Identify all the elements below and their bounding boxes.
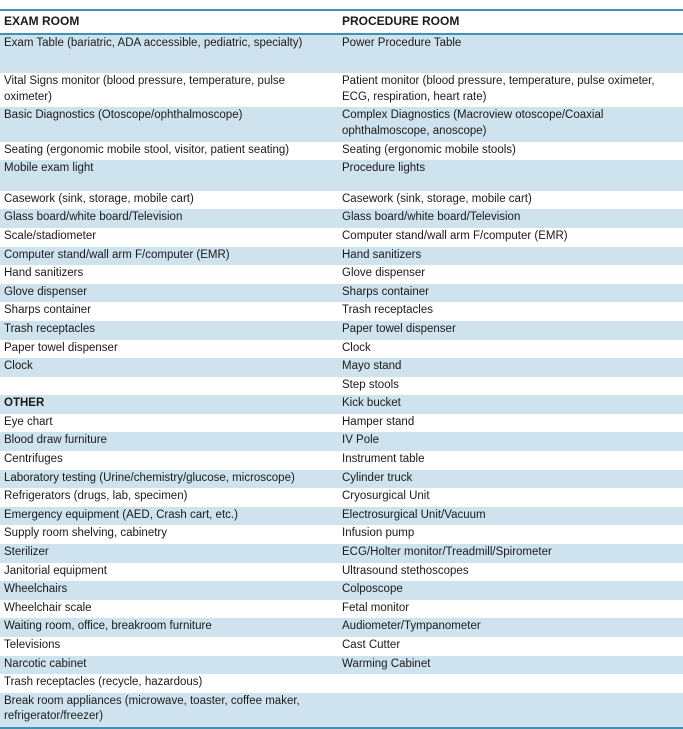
cell-procedure-room: Sharps container <box>338 284 683 303</box>
table-row <box>0 107 683 141</box>
cell-procedure-room: Ultrasound stethoscopes <box>338 563 683 582</box>
cell-exam-room: Eye chart <box>0 414 338 433</box>
cell-procedure-room: Kick bucket <box>338 395 683 414</box>
table-row <box>0 73 683 107</box>
cell-exam-room: Janitorial equipment <box>0 563 338 582</box>
table-row <box>0 35 683 74</box>
cell-procedure-room: Glove dispenser <box>338 265 683 284</box>
cell-exam-room: Glass board/white board/Television <box>0 209 338 228</box>
table-row <box>0 302 683 321</box>
column-header-procedure-room: PROCEDURE ROOM <box>338 11 683 33</box>
cell-procedure-room: Procedure lights <box>338 160 683 191</box>
cell-exam-room: Emergency equipment (AED, Crash cart, etc.) <box>0 507 338 526</box>
cell-procedure-room: Audiometer/Tympanometer <box>338 618 683 637</box>
cell-procedure-room: Mayo stand <box>338 358 683 377</box>
cell-procedure-room: Clock <box>338 340 683 359</box>
cell-exam-room: Seating (ergonomic mobile stool, visitor, patient seating) <box>0 142 338 161</box>
cell-procedure-room: ECG/Holter monitor/Treadmill/Spirometer <box>338 544 683 563</box>
cell-exam-room: Supply room shelving, cabinetry <box>0 525 338 544</box>
cell-procedure-room: Glass board/white board/Television <box>338 209 683 228</box>
cell-exam-room: Wheelchairs <box>0 581 338 600</box>
table-row <box>0 656 683 675</box>
table-row <box>0 525 683 544</box>
table-row <box>0 321 683 340</box>
cell-procedure-room: Complex Diagnostics (Macroview otoscope/Coaxial ophthalmoscope, anoscope) <box>338 107 683 141</box>
cell-procedure-room: Patient monitor (blood pressure, temperature, pulse oximeter, ECG, respiration, heart rate) <box>338 73 683 107</box>
cell-exam-room: Casework (sink, storage, mobile cart) <box>0 191 338 210</box>
cell-procedure-room: Infusion pump <box>338 525 683 544</box>
cell-exam-room: Blood draw furniture <box>0 432 338 451</box>
table-row <box>0 618 683 637</box>
cell-exam-room: Televisions <box>0 637 338 656</box>
table-row <box>0 693 683 727</box>
section-label-other: OTHER <box>0 395 338 414</box>
cell-exam-room: Sharps container <box>0 302 338 321</box>
table-row <box>0 142 683 161</box>
cell-procedure-room: Power Procedure Table <box>338 35 683 74</box>
cell-procedure-room: Computer stand/wall arm F/computer (EMR) <box>338 228 683 247</box>
table-row <box>0 377 683 396</box>
table-row <box>0 563 683 582</box>
cell-procedure-room: Casework (sink, storage, mobile cart) <box>338 191 683 210</box>
table-row <box>0 581 683 600</box>
cell-exam-room: Laboratory testing (Urine/chemistry/glucose, microscope) <box>0 470 338 489</box>
cell-exam-room: Glove dispenser <box>0 284 338 303</box>
equipment-grid-rows <box>0 35 683 727</box>
table-row <box>0 265 683 284</box>
cell-exam-room: Scale/stadiometer <box>0 228 338 247</box>
cell-procedure-room: Fetal monitor <box>338 600 683 619</box>
table-row <box>0 451 683 470</box>
table-row <box>0 209 683 228</box>
table-row <box>0 228 683 247</box>
table-row <box>0 284 683 303</box>
cell-exam-room: Refrigerators (drugs, lab, specimen) <box>0 488 338 507</box>
cell-procedure-room: Cryosurgical Unit <box>338 488 683 507</box>
cell-exam-room: Computer stand/wall arm F/computer (EMR) <box>0 247 338 266</box>
table-row <box>0 507 683 526</box>
equipment-rows-body <box>0 35 683 727</box>
cell-exam-room: Centrifuges <box>0 451 338 470</box>
cell-procedure-room: Hamper stand <box>338 414 683 433</box>
cell-procedure-room: IV Pole <box>338 432 683 451</box>
cell-exam-room: Hand sanitizers <box>0 265 338 284</box>
cell-exam-room: Vital Signs monitor (blood pressure, temperature, pulse oximeter) <box>0 73 338 107</box>
table-row <box>0 340 683 359</box>
cell-exam-room: Sterilizer <box>0 544 338 563</box>
cell-exam-room: Narcotic cabinet <box>0 656 338 675</box>
table-row <box>0 432 683 451</box>
cell-procedure-room: Instrument table <box>338 451 683 470</box>
table-row <box>0 358 683 377</box>
cell-procedure-room: Hand sanitizers <box>338 247 683 266</box>
cell-exam-room: Trash receptacles <box>0 321 338 340</box>
cell-procedure-room: Warming Cabinet <box>338 656 683 675</box>
cell-exam-room: Waiting room, office, breakroom furniture <box>0 618 338 637</box>
cell-procedure-room <box>338 674 683 693</box>
cell-exam-room: Paper towel dispenser <box>0 340 338 359</box>
cell-procedure-room: Trash receptacles <box>338 302 683 321</box>
cell-procedure-room: Cast Cutter <box>338 637 683 656</box>
table-row <box>0 470 683 489</box>
cell-procedure-room: Electrosurgical Unit/Vacuum <box>338 507 683 526</box>
cell-exam-room: Basic Diagnostics (Otoscope/ophthalmoscope) <box>0 107 338 141</box>
table-row <box>0 488 683 507</box>
equipment-grid-body <box>0 11 683 33</box>
cell-exam-room: Mobile exam light <box>0 160 338 191</box>
cell-exam-room: Clock <box>0 358 338 377</box>
cell-procedure-room: Seating (ergonomic mobile stools) <box>338 142 683 161</box>
equipment-table <box>0 9 683 729</box>
table-row <box>0 544 683 563</box>
table-row <box>0 674 683 693</box>
table-row <box>0 395 683 414</box>
table-row <box>0 160 683 191</box>
cell-procedure-room: Cylinder truck <box>338 470 683 489</box>
table-row <box>0 247 683 266</box>
table-row <box>0 191 683 210</box>
equipment-grid <box>0 11 683 33</box>
cell-procedure-room: Paper towel dispenser <box>338 321 683 340</box>
cell-procedure-room: Step stools <box>338 377 683 396</box>
table-header-row <box>0 11 683 33</box>
cell-exam-room: Trash receptacles (recycle, hazardous) <box>0 674 338 693</box>
table-row <box>0 414 683 433</box>
cell-exam-room: Exam Table (bariatric, ADA accessible, pediatric, specialty) <box>0 35 338 74</box>
cell-exam-room: Wheelchair scale <box>0 600 338 619</box>
column-header-exam-room: EXAM ROOM <box>0 11 338 33</box>
table-row <box>0 600 683 619</box>
table-row <box>0 637 683 656</box>
cell-procedure-room <box>338 693 683 727</box>
cell-exam-room: Break room appliances (microwave, toaster, coffee maker, refrigerator/freezer) <box>0 693 338 727</box>
cell-procedure-room: Colposcope <box>338 581 683 600</box>
cell-exam-room <box>0 377 338 396</box>
